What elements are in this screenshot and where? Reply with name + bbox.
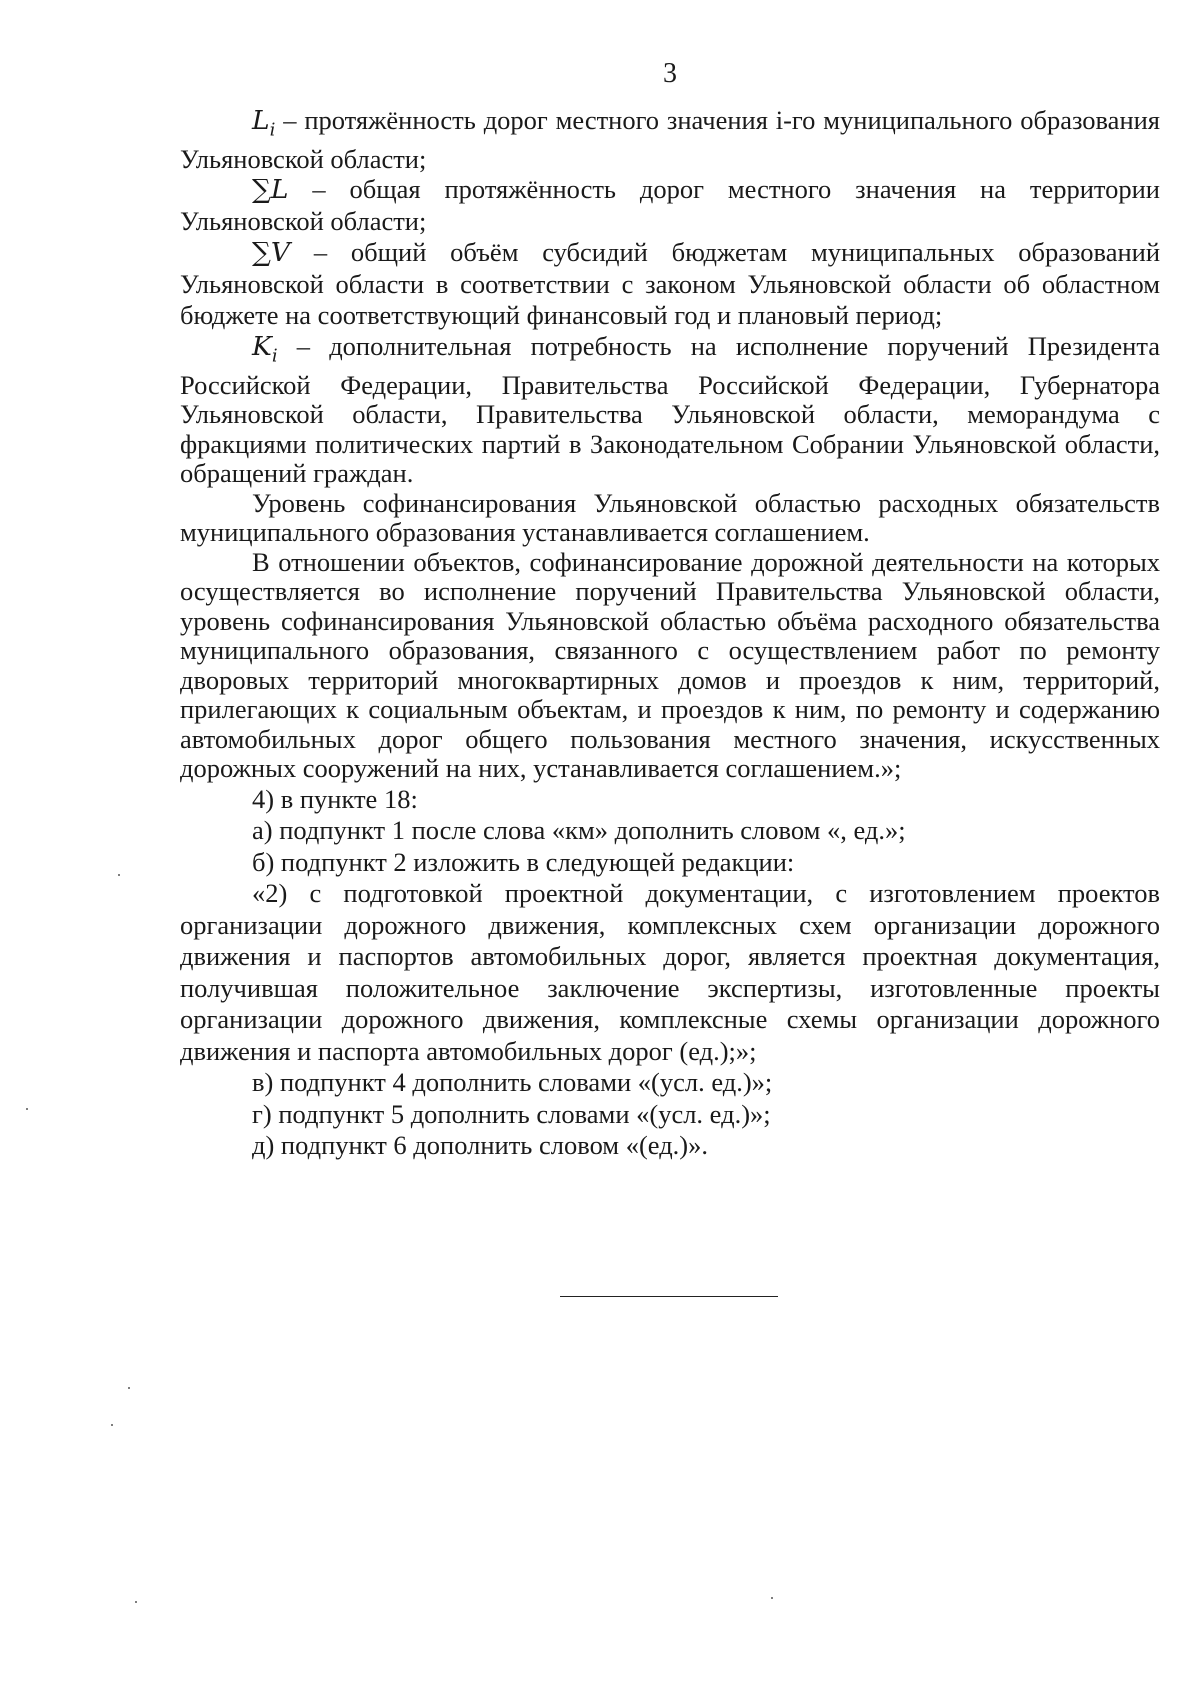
item-subpoint-a: а) подпункт 1 после слова «км» дополнить словом «, ед.»; <box>252 815 906 846</box>
end-divider-line <box>560 1296 778 1297</box>
paragraph-cofinancing-level: Уровень софинансирования Ульяновской областью расходных обязательств муниципального образования устанавливается соглашением. <box>180 487 1160 548</box>
item-subpoint-v: в) подпункт 4 дополнить словами «(усл. ед.)»; <box>252 1067 773 1098</box>
symbol-ki: $K_i$ <box>252 330 278 367</box>
item-subpoint-b: б) подпункт 2 изложить в следующей редакции: <box>252 846 795 877</box>
scan-speck <box>128 1387 130 1389</box>
item-point-18: 4) в пункте 18: <box>252 783 418 814</box>
document-page <box>180 0 1160 1697</box>
definition-sum-v: ∑V – общий объём субсидий бюджетам муниципальных образований Ульяновской области в соответствии с законом Ульяновской области об областном бюджете на соответствующий финансовый год и плановый период; <box>180 237 1160 331</box>
scan-speck <box>26 1108 28 1110</box>
scan-speck <box>118 874 120 876</box>
symbol-li: $L_i$ <box>252 105 276 141</box>
document-body <box>180 106 1160 1162</box>
symbol-sum-l: ∑L <box>252 174 289 206</box>
definition-sum-l: ∑L – общая протяжённость дорог местного значения на территории Ульяновской области; <box>180 174 1160 236</box>
page-number: 3 <box>663 58 677 89</box>
definition-li: $L_i$ – протяжённость дорог местного значения i-го муниципального образования Ульяновской области; <box>180 105 1160 174</box>
quoted-subpoint-2: «2) с подготовкой проектной документации, с изготовлением проектов организации дорожного движения, комплексных схем организации дорожного движения и паспортов автомобильных дорог, является проектная документация, получившая положительное заключение экспертизы, изготовленные проекты организации дорожного движения, комплексные схемы организации дорожного движения и паспорта автомобильных дорог (ед.);»; <box>180 878 1160 1066</box>
scan-speck <box>111 1424 113 1426</box>
definition-ki: $K_i$ – дополнительная потребность на исполнение поручений Президента Российской Федерации, Правительства Российской Федерации, Губернатора Ульяновской области, Правительства Ульяновской области, меморандума с фракциями политических партий в Законодательном Собрании Ульяновской области, обращений граждан. <box>180 330 1160 489</box>
scan-speck <box>135 1601 137 1603</box>
item-subpoint-d: д) подпункт 6 дополнить словом «(ед.)». <box>252 1130 708 1161</box>
paragraph-cofinancing-objects: В отношении объектов, софинансирование дорожной деятельности на которых осуществляется во исполнение поручений Правительства Ульяновской области, уровень софинансирования Ульяновской областью объёма расходного обязательства муниципального образования, связанного с осуществлением работ по ремонту дворовых территорий многоквартирных домов и проездов к ним, территорий, прилегающих к социальным объектам, и проездов к ним, по ремонту и содержанию автомобильных дорог общего пользования местного значения, искусственных дорожных сооружений на них, устанавливается соглашением.»; <box>180 546 1160 784</box>
scan-speck <box>771 1597 773 1599</box>
item-subpoint-g: г) подпункт 5 дополнить словами «(усл. ед.)»; <box>252 1098 771 1129</box>
symbol-sum-v: ∑V <box>252 237 291 269</box>
